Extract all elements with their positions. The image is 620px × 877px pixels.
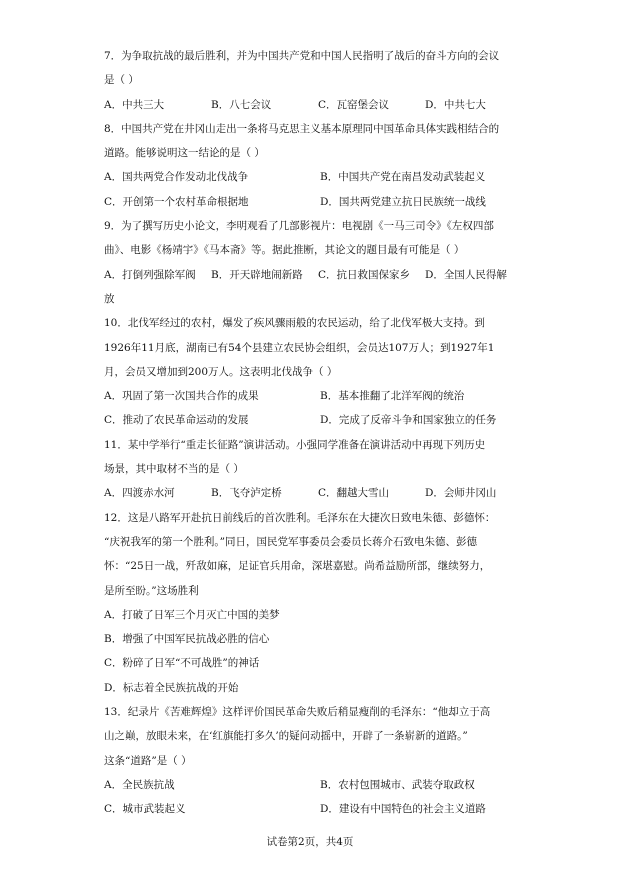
option-d: D．建设有中国特色的社会主义道路: [320, 803, 486, 816]
option-c: C．城市武装起义: [104, 803, 186, 816]
option-b: B．中国共产党在南昌发动武装起义: [320, 171, 486, 184]
question-stem-line: 13．纪录片《苦难辉煌》这样评价国民革命失败后稍显瘦削的毛泽东：“他却立于高: [104, 706, 491, 719]
options-row: [104, 481, 524, 505]
options-row: [104, 773, 524, 797]
option-d: D．标志着全民族抗战的开始: [104, 681, 239, 694]
question-7: [104, 44, 524, 117]
option-b: B．基本推翻了北洋军阀的统治: [320, 390, 465, 403]
option-b: B．飞夺泸定桥: [211, 487, 282, 500]
question-stem-line: 10．北伐军经过的农村，爆发了疾风骤雨般的农民运动，给了北伐军极大支持。到: [104, 317, 485, 330]
option-a: A．四渡赤水河: [104, 487, 175, 500]
question-stem-line: 7．为争取抗战的最后胜利，并为中国共产党和中国人民指明了战后的奋斗方向的会议: [104, 50, 500, 62]
option-c: C．推动了农民革命运动的发展: [104, 414, 249, 427]
question-13: [104, 700, 524, 821]
question-stem-line: 月，会员又增加到200万人。这表明北伐战争（ ）: [104, 365, 338, 378]
question-stem-line: 是所至盼。”这场胜利: [104, 584, 199, 597]
option-d: D．全国人民得解: [425, 268, 507, 281]
question-9: [104, 214, 524, 311]
option-d: D．会师井冈山: [425, 487, 497, 500]
question-stem-line: 是（ ）: [104, 74, 139, 87]
option-a: A．中共三大: [104, 98, 165, 111]
question-stem-line: 这条“道路”是（ ）: [104, 754, 192, 767]
question-10: [104, 311, 524, 432]
option-d: D．国共两党建立抗日民族统一战线: [320, 195, 486, 208]
question-stem-line: 山之巅，放眼未来，在‘红旗能打多久’的疑问动摇中，开辟了一条崭新的道路。”: [104, 730, 468, 743]
question-stem-line: 11．某中学举行“重走长征路”演讲活动。小强同学准备在演讲活动中再现下列历史: [104, 438, 486, 451]
options-row: [104, 165, 524, 189]
question-11: [104, 433, 524, 506]
option-b: B．八七会议: [211, 98, 272, 111]
question-12: [104, 506, 524, 700]
option-a: A．巩固了第一次国共合作的成果: [104, 390, 259, 403]
option-a: A．打倒列强除军阀: [104, 268, 196, 281]
question-stem-line: 曲》、电影《杨靖宇》《马本斋》等。据此推断，其论文的题目最有可能是（ ）: [104, 244, 465, 257]
option-d: D．完成了反帝斗争和国家独立的任务: [320, 414, 497, 427]
question-stem-line: “庆祝我军的第一个胜利。”同日，国民党军事委员会委员长蒋介石致电朱德、彭德: [104, 535, 477, 548]
options-row: [104, 384, 524, 408]
option-b: B．开天辟地闹新路: [211, 268, 303, 281]
options-row: [104, 190, 524, 214]
question-list: [104, 44, 524, 822]
option-c: C．翻越大雪山: [318, 487, 390, 500]
question-stem-line: 场景，其中取材不当的是（ ）: [104, 463, 244, 476]
option-d-continuation: 放: [104, 292, 115, 305]
question-8: [104, 117, 524, 214]
question-stem-line: 怀：“25日一战，歼敌如麻，足证官兵用命，深堪嘉慰。尚希益励所部，继续努力，: [104, 560, 491, 573]
option-a: A．打破了日军三个月灭亡中国的美梦: [104, 608, 280, 621]
option-d: D．中共七大: [425, 98, 486, 111]
option-a: A．全民族抗战: [104, 778, 175, 791]
question-stem-line: 道路。能够说明这一结论的是（ ）: [104, 147, 265, 160]
question-stem-line: 1926年11月底，湖南已有54个县建立农民协会组织，会员达107万人；到1927年1: [104, 341, 495, 354]
option-b: B．农村包围城市、武装夺取政权: [320, 778, 475, 791]
option-c: C．抗日救国保家乡: [318, 268, 411, 281]
options-row: [104, 408, 524, 432]
question-stem-line: 8．中国共产党在井冈山走出一条将马克思主义基本原理同中国革命具体实践相结合的: [104, 122, 500, 135]
options-row: [104, 797, 524, 821]
page-footer: 试卷第2页，共4页: [266, 836, 354, 848]
options-row: [104, 263, 524, 287]
option-a: A．国共两党合作发动北伐战争: [104, 171, 249, 184]
options-row: [104, 93, 524, 117]
option-b: B．增强了中国军民抗战必胜的信心: [104, 633, 270, 646]
option-c: C．粉碎了日军“不可战胜”的神话: [104, 657, 260, 670]
option-c: C．瓦窑堡会议: [318, 98, 390, 111]
question-stem-line: 12．这是八路军开赴抗日前线后的首次胜利。毛泽东在大捷次日致电朱德、彭德怀：: [104, 511, 496, 524]
option-c: C．开创第一个农村革命根据地: [104, 195, 249, 208]
question-stem-line: 9．为了撰写历史小论文，李明观看了几部影视片：电视剧《一马三司令》《左权四部: [104, 220, 494, 233]
